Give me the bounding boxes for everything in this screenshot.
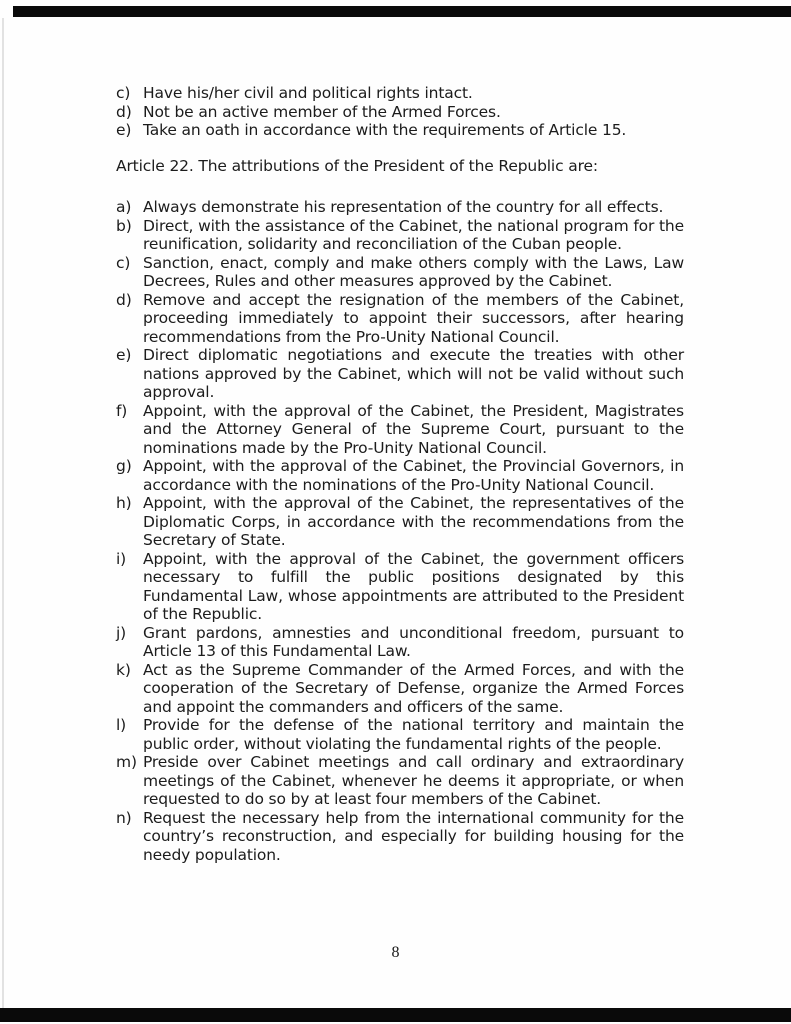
list-item-text: Have his/her civil and political rights intact. — [143, 84, 473, 102]
list-item — [116, 494, 684, 550]
list-item-marker: h) — [116, 494, 132, 512]
list-item — [116, 550, 684, 624]
list-item — [116, 661, 684, 717]
list-item-text: Sanction, enact, comply and make others comply with the Laws, Law Decrees, Rules and other measures approved by the Cabinet. — [143, 253, 684, 290]
list-item-text: Request the necessary help from the international community for the country’s reconstruction, and especially for building housing for the needy population. — [143, 808, 684, 864]
list-item-marker: d) — [116, 290, 132, 309]
list-item-marker: e) — [116, 121, 132, 139]
list-item-text: Appoint, with the approval of the Cabinet, the Provincial Governors, in accordance with the nominations of the Pro-Unity National Council. — [143, 457, 684, 494]
list-item-marker: c) — [116, 253, 131, 272]
list-item-text: Not be an active member of the Armed Forces. — [143, 102, 501, 121]
list-item — [116, 254, 684, 291]
article-22-heading: Article 22. The attributions of the President of the Republic are: — [116, 156, 598, 175]
list-item — [116, 809, 684, 865]
list-item-marker: b) — [116, 216, 132, 235]
list-item-text: Always demonstrate his representation of the country for all effects. — [143, 198, 664, 216]
list-item-marker: k) — [116, 660, 131, 679]
list-item-marker: d) — [116, 102, 132, 121]
list-item — [116, 402, 684, 458]
list-item — [116, 291, 684, 347]
list-item-text: Appoint, with the approval of the Cabinet, the government officers necessary to fulfill the public positions designated by this Fundamental Law, whose appointments are attributed to the President of the Republic. — [143, 549, 684, 623]
list-item-text: Direct, with the assistance of the Cabinet, the national program for the reunification, solidarity and reconciliation of the Cuban people. — [143, 216, 684, 253]
list-item — [116, 121, 684, 140]
list-item-text: Act as the Supreme Commander of the Armed Forces, and with the cooperation of the Secretary of Defense, organize the Armed Forces and appoint the commanders and officers of the same. — [143, 660, 684, 716]
list-item-marker: i) — [116, 549, 127, 568]
list-item-text: Direct diplomatic negotiations and execute the treaties with other nations approved by the Cabinet, which will not be valid without such approval. — [143, 346, 684, 401]
scan-artifact-bottom-bar — [0, 1008, 791, 1022]
list-item-marker: f) — [116, 401, 128, 420]
list-item-text: Appoint, with the approval of the Cabinet, the representatives of the Diplomatic Corps, in accordance with the recommendations from the Secretary of State. — [143, 494, 684, 549]
list-item — [116, 624, 684, 661]
list-item-marker: n) — [116, 808, 132, 827]
page-number: 8 — [391, 944, 400, 961]
list-item — [116, 346, 684, 402]
list-item — [116, 716, 684, 753]
list-item-marker: g) — [116, 457, 132, 475]
list-item — [116, 753, 684, 809]
list-item-marker: m) — [116, 753, 137, 771]
list-item-text: Preside over Cabinet meetings and call ordinary and extraordinary meetings of the Cabinet, whenever he deems it appropriate, or when requested to do so by at least four members of the Cabinet. — [143, 753, 684, 808]
list-item-text: Provide for the defense of the national territory and maintain the public order, without violating the fundamental rights of the people. — [143, 716, 684, 753]
list-item-marker: e) — [116, 346, 132, 364]
list-item-marker: c) — [116, 84, 131, 102]
list-item — [116, 103, 684, 122]
list-item — [116, 198, 684, 217]
list-item-text: Remove and accept the resignation of the members of the Cabinet, proceeding immediately to appoint their successors, after hearing recommendations from the Pro-Unity National Council. — [143, 290, 684, 346]
list-item-marker: a) — [116, 198, 132, 216]
scan-artifact-top-bar — [13, 6, 791, 17]
article-22-attributions-list — [116, 198, 684, 864]
list-item-text: Grant pardons, amnesties and unconditional freedom, pursuant to Article 13 of this Fundamental Law. — [143, 623, 684, 660]
list-item-text: Take an oath in accordance with the requirements of Article 15. — [143, 121, 627, 139]
list-item — [116, 84, 684, 103]
list-item-marker: j) — [116, 623, 127, 642]
list-item — [116, 217, 684, 254]
page-body — [116, 84, 684, 864]
list-item-marker: l) — [116, 716, 127, 734]
preceding-article-list — [116, 84, 684, 140]
list-item-text: Appoint, with the approval of the Cabinet, the President, Magistrates and the Attorney General of the Supreme Court, pursuant to the nominations made by the Pro-Unity National Council. — [143, 401, 684, 457]
list-item — [116, 457, 684, 494]
scan-artifact-left-edge — [2, 18, 4, 1008]
